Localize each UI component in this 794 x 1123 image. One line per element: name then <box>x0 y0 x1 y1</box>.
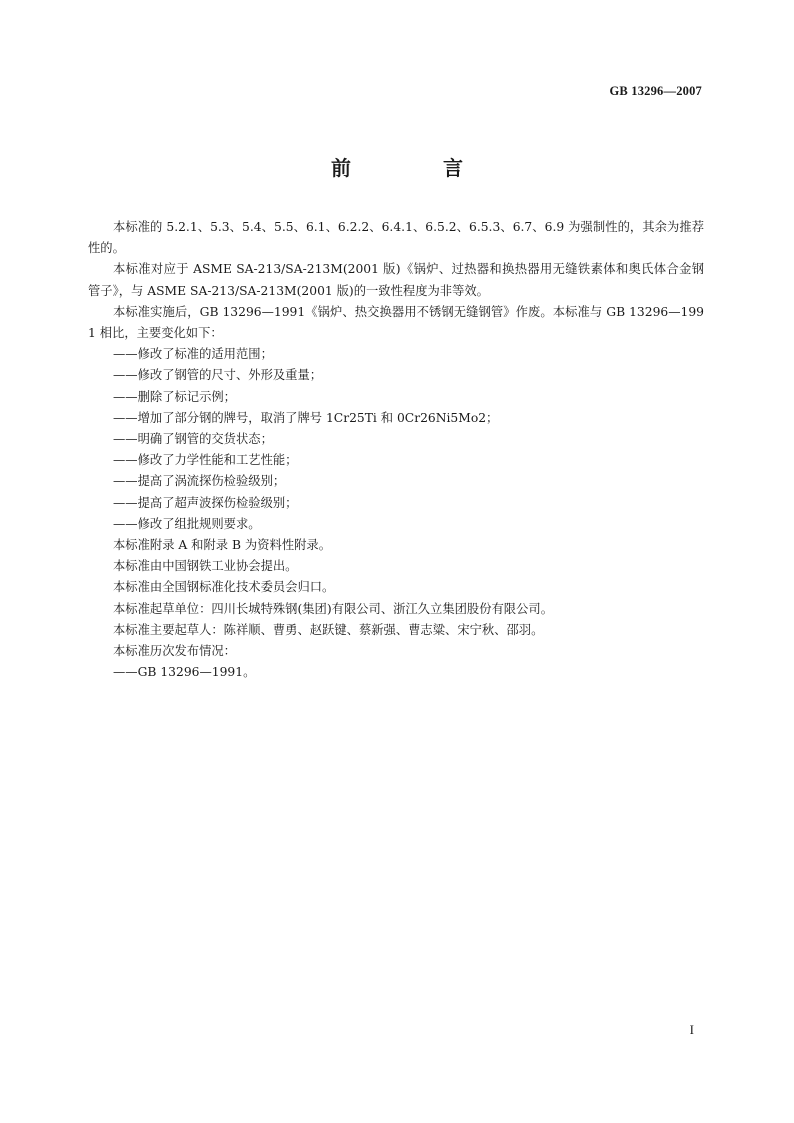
paragraph-administrator: 本标准由全国钢标准化技术委员会归口。 <box>113 580 335 595</box>
change-item: ——修改了标准的适用范围； <box>113 347 273 362</box>
paragraph-proposer: 本标准由中国钢铁工业协会提出。 <box>113 559 298 574</box>
change-item: ——修改了力学性能和工艺性能； <box>113 453 298 468</box>
change-item: ——提高了涡流探伤检验级别； <box>113 474 286 489</box>
paragraph-mandatory-clauses: 本标准的 5.2.1、5.3、5.4、5.5、6.1、6.2.2、6.4.1、6.5.2、6.5.3、6.7、6.9 为强制性的，其余为推荐性的。 <box>88 220 704 256</box>
paragraph-correspondence: 本标准对应于 ASME SA-213/SA-213M(2001 版)《锅炉、过热器和换热器用无缝铁素体和奥氏体合金钢管子》，与 ASME SA-213/SA-213M(2001 版)的一致性程度为非等效。 <box>88 262 704 298</box>
change-item: ——提高了超声波探伤检验级别； <box>113 495 298 510</box>
paragraph-appendices: 本标准附录 A 和附录 B 为资料性附录。 <box>113 538 332 553</box>
paragraph-history-heading: 本标准历次发布情况： <box>113 644 236 659</box>
change-item: ——增加了部分钢的牌号，取消了牌号 1Cr25Ti 和 0Cr26Ni5Mo2； <box>113 410 499 425</box>
foreword-body <box>88 217 704 683</box>
paragraph-drafting-units: 本标准起草单位：四川长城特殊钢(集团)有限公司、浙江久立集团股份有限公司。 <box>113 601 553 616</box>
change-item: ——删除了标记示例； <box>113 389 236 404</box>
page-title: 前 言 <box>331 156 499 180</box>
standard-code: GB 13296—2007 <box>609 84 702 98</box>
paragraph-drafters: 本标准主要起草人：陈祥顺、曹勇、赵跃键、蔡新强、曹志粱、宋宁秋、邵羽。 <box>113 622 544 637</box>
change-item: ——修改了钢管的尺寸、外形及重量； <box>113 368 323 383</box>
change-item: ——修改了组批规则要求。 <box>113 516 261 531</box>
paragraph-supersedes: 本标准实施后，GB 13296—1991《锅炉、热交换器用不锈钢无缝钢管》作废。本标准与 GB 13296—1991 相比，主要变化如下： <box>88 304 704 341</box>
page-number: I <box>689 1022 694 1037</box>
history-item: ——GB 13296—1991。 <box>113 665 256 680</box>
change-item: ——明确了钢管的交货状态； <box>113 432 273 447</box>
